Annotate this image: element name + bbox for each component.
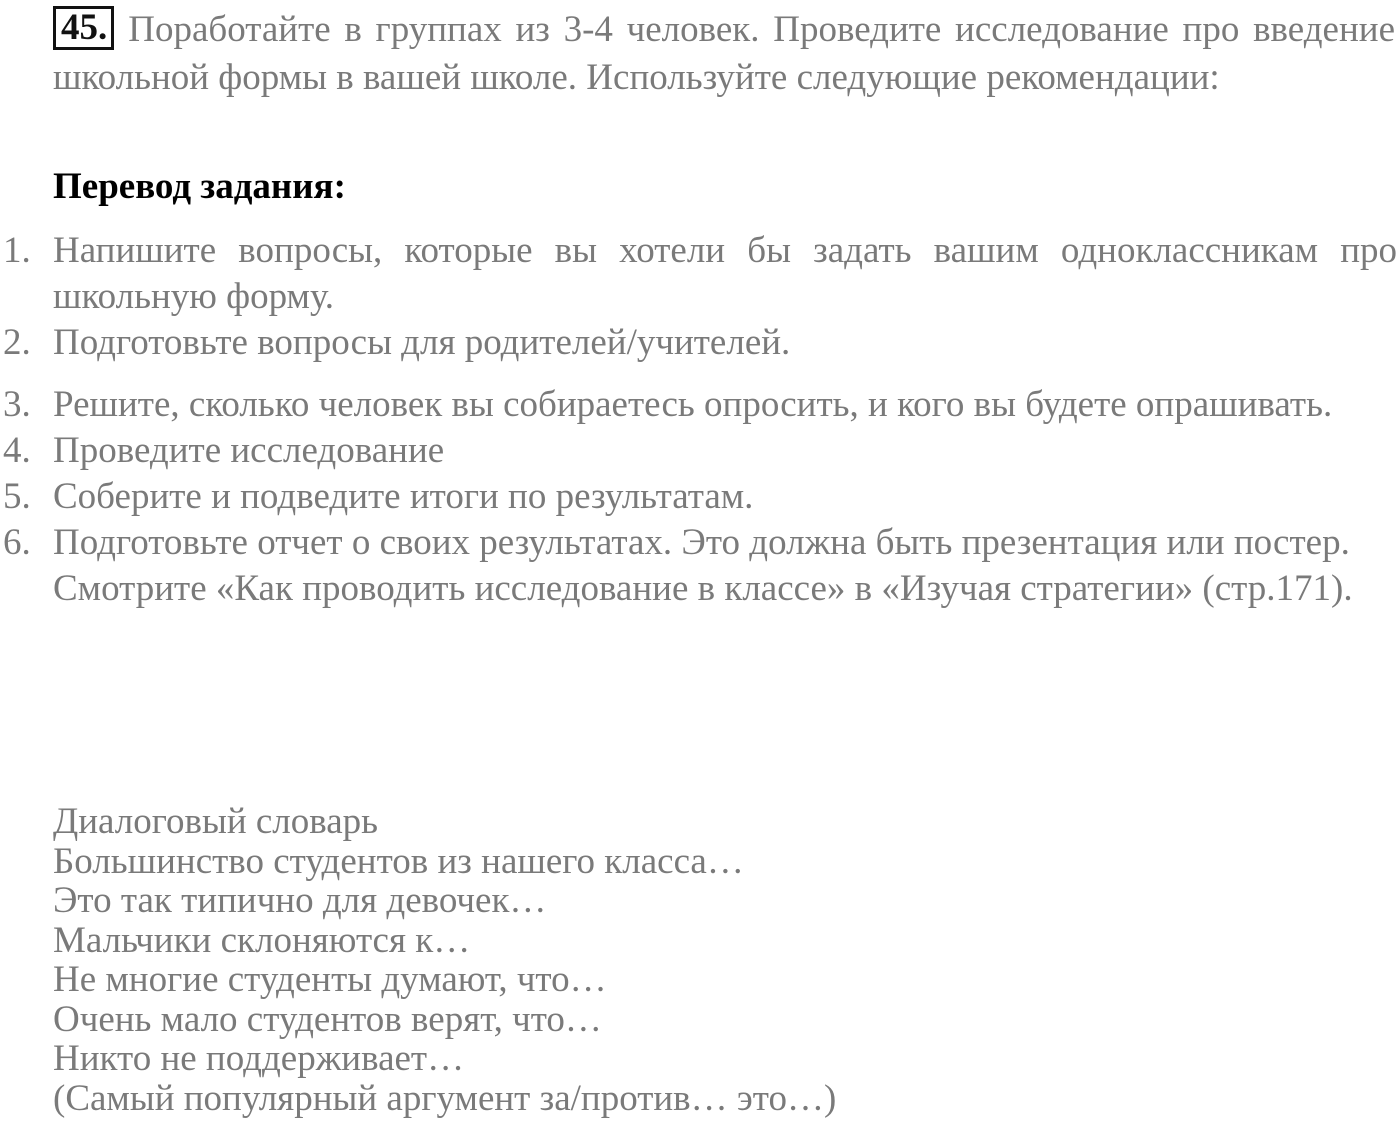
step-marker: 1. <box>3 230 31 271</box>
vocabulary-phrase: Не многие студенты думают, что… <box>53 959 607 1000</box>
vocabulary-phrase: Очень мало студентов верят, что… <box>53 998 602 1040</box>
vocabulary-phrase: Мальчики склоняются к… <box>53 919 471 961</box>
step-marker: 2. <box>3 322 31 363</box>
vocabulary-phrase: Большинство студентов из нашего класса… <box>53 840 744 882</box>
step-text: Напишите вопросы, которые вы хотели бы задать вашим одноклассникам про школьную форму. <box>53 230 1397 317</box>
step-text: Решите, сколько человек вы собираетесь опросить, и кого вы будете опрашивать. <box>53 384 1333 425</box>
steps-list <box>0 228 1397 612</box>
step-text: Подготовьте вопросы для родителей/учителей. <box>53 322 791 363</box>
step-item <box>0 520 1397 566</box>
step-item <box>0 428 1397 474</box>
translation-heading: Перевод задания: <box>53 166 346 207</box>
step-marker: 3. <box>3 384 31 425</box>
dialogue-vocabulary <box>53 802 836 1118</box>
step-item <box>0 320 1397 366</box>
exercise-number: 45. <box>53 6 114 50</box>
step-text: Проведите исследование <box>53 430 445 471</box>
step-marker: 6. <box>3 522 31 563</box>
vocabulary-phrase: Никто не поддерживает… <box>53 1038 465 1079</box>
step-item <box>0 228 1397 320</box>
vocabulary-phrase: Это так типично для девочек… <box>53 880 547 921</box>
exercise-intro-text: Поработайте в группах из 3-4 человек. Проведите исследование про введение школьной формы в вашей школе. Используйте следующие рекомендации: <box>53 9 1395 98</box>
step-text: Подготовьте отчет о своих результатах. Это должна быть презентация или постер. <box>53 522 1350 563</box>
step-text: Соберите и подведите итоги по результатам. <box>53 476 754 517</box>
step-item <box>0 474 1397 520</box>
step-marker: 5. <box>3 476 31 517</box>
reference-note: Смотрите «Как проводить исследование в классе» в «Изучая стратегии» (стр.171). <box>53 568 1353 609</box>
vocabulary-phrase: (Самый популярный аргумент за/против… это…) <box>53 1077 837 1119</box>
step-item <box>0 382 1397 428</box>
exercise-intro <box>53 6 1395 102</box>
step-marker: 4. <box>3 430 31 471</box>
vocabulary-title: Диалоговый словарь <box>53 801 379 842</box>
